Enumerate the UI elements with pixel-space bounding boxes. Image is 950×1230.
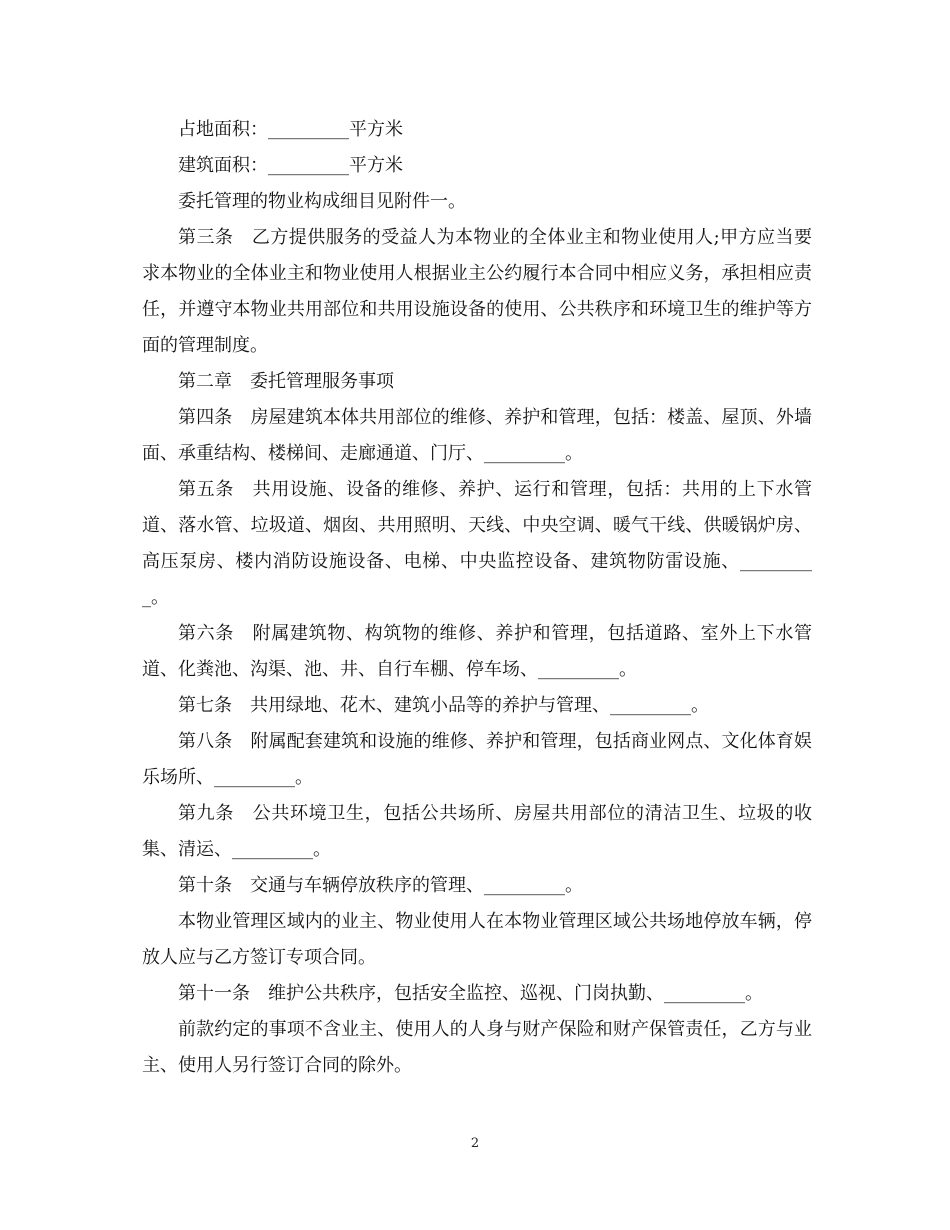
- article-9: 第九条 公共环境卫生，包括公共场所、房屋共用部位的清洁卫生、垃圾的收集、清运、_________。: [142, 803, 812, 860]
- document-body: [142, 112, 812, 1084]
- article-10: 第十条 交通与车辆停放秩序的管理、_________。: [178, 875, 583, 896]
- article-4: 第四条 房屋建筑本体共用部位的维修、养护和管理，包括：楼盖、屋顶、外墙面、承重结构、楼梯间、走廊通道、门厅、_________。: [142, 407, 812, 464]
- property-detail-note: 委托管理的物业构成细目见附件一。: [178, 191, 466, 212]
- page-number: 2: [470, 1136, 480, 1151]
- article-5: 第五条 共用设施、设备的维修、养护、运行和管理，包括：共用的上下水管道、落水管、垃圾道、烟囱、共用照明、天线、中央空调、暖气干线、供暖锅炉房、高压泵房、楼内消防设施设备、电梯、中央监控设备、建筑物防雷设施、_________。: [142, 479, 812, 608]
- article-8: 第八条 附属配套建筑和设施的维修、养护和管理，包括商业网点、文化体育娱乐场所、_________。: [142, 731, 812, 788]
- article-7: 第七条 共用绿地、花木、建筑小品等的养护与管理、_________。: [178, 695, 709, 716]
- exclusion-paragraph: 前款约定的事项不含业主、使用人的人身与财产保险和财产保管责任，乙方与业主、使用人另行签订合同的除外。: [142, 1019, 812, 1076]
- chapter-2-heading: 第二章 委托管理服务事项: [178, 371, 394, 392]
- building-area-line: 建筑面积：_________平方米: [178, 155, 403, 176]
- article-3: 第三条 乙方提供服务的受益人为本物业的全体业主和物业使用人;甲方应当要求本物业的全体业主和物业使用人根据业主公约履行本合同中相应义务，承担相应责任，并遵守本物业共用部位和共用设施设备的使用、公共秩序和环境卫生的维护等方面的管理制度。: [142, 227, 812, 356]
- article-11: 第十一条 维护公共秩序，包括安全监控、巡视、门岗执勤、_________。: [178, 983, 763, 1004]
- land-area-line: 占地面积：_________平方米: [178, 119, 403, 140]
- parking-contract-paragraph: 本物业管理区域内的业主、物业使用人在本物业管理区域公共场地停放车辆，停放人应与乙方签订专项合同。: [142, 911, 812, 968]
- article-6: 第六条 附属建筑物、构筑物的维修、养护和管理，包括道路、室外上下水管道、化粪池、沟渠、池、井、自行车棚、停车场、_________。: [142, 623, 812, 680]
